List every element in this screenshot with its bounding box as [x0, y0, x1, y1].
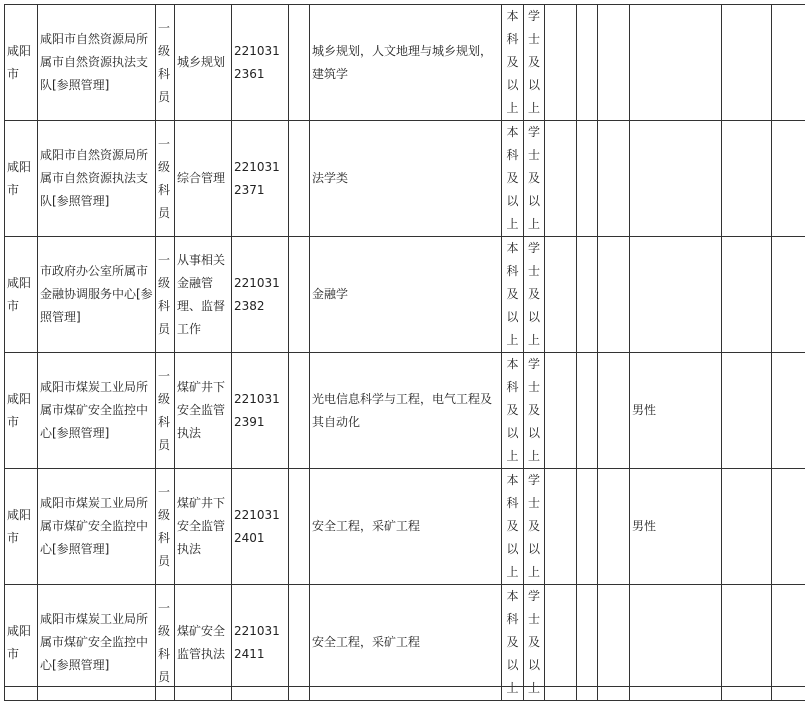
blank-cell [545, 469, 577, 585]
degree-cell: 学士及以上 [524, 353, 545, 469]
blank-cell [598, 5, 630, 121]
blank-cell [545, 5, 577, 121]
degree-cell: 学士及以上 [524, 585, 545, 701]
education-cell: 本科及以上 [502, 585, 524, 701]
next-row-edge [4, 686, 805, 692]
position-code-cell: 2210312391 [232, 353, 289, 469]
table-body [5, 5, 805, 701]
blank-cell [289, 469, 310, 585]
gender-cell [630, 121, 722, 237]
position-cell: 城乡规划 [175, 5, 232, 121]
level-cell: 一级科员 [156, 585, 175, 701]
degree-cell: 学士及以上 [524, 469, 545, 585]
blank-cell [772, 585, 805, 701]
level-cell: 一级科员 [156, 469, 175, 585]
education-cell: 本科及以上 [502, 469, 524, 585]
table-row [5, 121, 805, 237]
blank-cell [772, 469, 805, 585]
blank-cell [577, 237, 598, 353]
gender-cell [630, 5, 722, 121]
blank-cell [598, 585, 630, 701]
blank-cell [289, 353, 310, 469]
major-cell: 城乡规划，人文地理与城乡规划，建筑学 [310, 5, 502, 121]
blank-cell [772, 121, 805, 237]
degree-cell: 学士及以上 [524, 237, 545, 353]
blank-cell [289, 585, 310, 701]
blank-cell [722, 353, 772, 469]
blank-cell [577, 469, 598, 585]
gender-cell: 男性 [630, 469, 722, 585]
city-cell: 咸阳市 [5, 353, 38, 469]
education-cell: 本科及以上 [502, 5, 524, 121]
department-cell: 咸阳市煤炭工业局所属市煤矿安全监控中心[参照管理] [38, 585, 156, 701]
blank-cell [577, 585, 598, 701]
blank-cell [772, 237, 805, 353]
major-cell: 法学类 [310, 121, 502, 237]
table-row [5, 353, 805, 469]
position-code-cell: 2210312411 [232, 585, 289, 701]
department-cell: 咸阳市自然资源局所属市自然资源执法支队[参照管理] [38, 5, 156, 121]
level-cell: 一级科员 [156, 353, 175, 469]
blank-cell [598, 237, 630, 353]
city-cell: 咸阳市 [5, 5, 38, 121]
blank-cell [577, 353, 598, 469]
blank-cell [545, 585, 577, 701]
city-cell: 咸阳市 [5, 237, 38, 353]
blank-cell [722, 121, 772, 237]
department-cell: 咸阳市煤炭工业局所属市煤矿安全监控中心[参照管理] [38, 353, 156, 469]
blank-cell [598, 121, 630, 237]
position-code-cell: 2210312361 [232, 5, 289, 121]
table-row [5, 5, 805, 121]
position-cell: 煤矿井下安全监管执法 [175, 469, 232, 585]
blank-cell [722, 469, 772, 585]
position-code-cell: 2210312382 [232, 237, 289, 353]
blank-cell [545, 121, 577, 237]
city-cell: 咸阳市 [5, 121, 38, 237]
blank-cell [722, 5, 772, 121]
blank-cell [577, 5, 598, 121]
major-cell: 安全工程，采矿工程 [310, 585, 502, 701]
position-cell: 从事相关金融管理、监督工作 [175, 237, 232, 353]
blank-cell [289, 237, 310, 353]
blank-cell [772, 353, 805, 469]
blank-cell [289, 121, 310, 237]
department-cell: 市政府办公室所属市金融协调服务中心[参照管理] [38, 237, 156, 353]
blank-cell [545, 353, 577, 469]
major-cell: 金融学 [310, 237, 502, 353]
major-cell: 安全工程，采矿工程 [310, 469, 502, 585]
department-cell: 咸阳市自然资源局所属市自然资源执法支队[参照管理] [38, 121, 156, 237]
recruitment-table [4, 4, 805, 701]
blank-cell [722, 585, 772, 701]
level-cell: 一级科员 [156, 5, 175, 121]
position-cell: 煤矿安全监管执法 [175, 585, 232, 701]
blank-cell [577, 121, 598, 237]
blank-cell [598, 353, 630, 469]
degree-cell: 学士及以上 [524, 5, 545, 121]
position-cell: 煤矿井下安全监管执法 [175, 353, 232, 469]
blank-cell [598, 469, 630, 585]
position-code-cell: 2210312371 [232, 121, 289, 237]
department-cell: 咸阳市煤炭工业局所属市煤矿安全监控中心[参照管理] [38, 469, 156, 585]
position-code-cell: 2210312401 [232, 469, 289, 585]
blank-cell [289, 5, 310, 121]
position-cell: 综合管理 [175, 121, 232, 237]
gender-cell [630, 237, 722, 353]
education-cell: 本科及以上 [502, 121, 524, 237]
gender-cell [630, 585, 722, 701]
table-row [5, 585, 805, 701]
city-cell: 咸阳市 [5, 469, 38, 585]
education-cell: 本科及以上 [502, 237, 524, 353]
blank-cell [772, 5, 805, 121]
table-row [5, 469, 805, 585]
level-cell: 一级科员 [156, 237, 175, 353]
degree-cell: 学士及以上 [524, 121, 545, 237]
table-row [5, 237, 805, 353]
blank-cell [545, 237, 577, 353]
level-cell: 一级科员 [156, 121, 175, 237]
major-cell: 光电信息科学与工程，电气工程及其自动化 [310, 353, 502, 469]
city-cell: 咸阳市 [5, 585, 38, 701]
gender-cell: 男性 [630, 353, 722, 469]
blank-cell [722, 237, 772, 353]
education-cell: 本科及以上 [502, 353, 524, 469]
